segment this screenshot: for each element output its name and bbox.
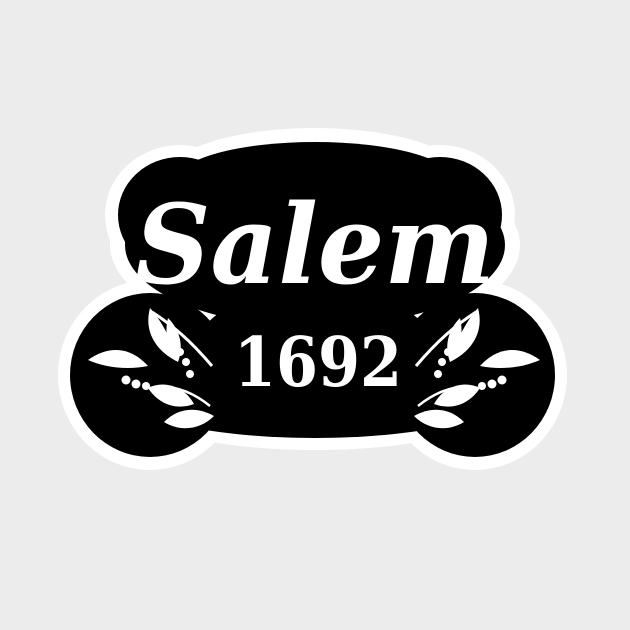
sticker-title: Salem xyxy=(135,180,495,309)
sticker-year: 1692 xyxy=(234,323,402,403)
